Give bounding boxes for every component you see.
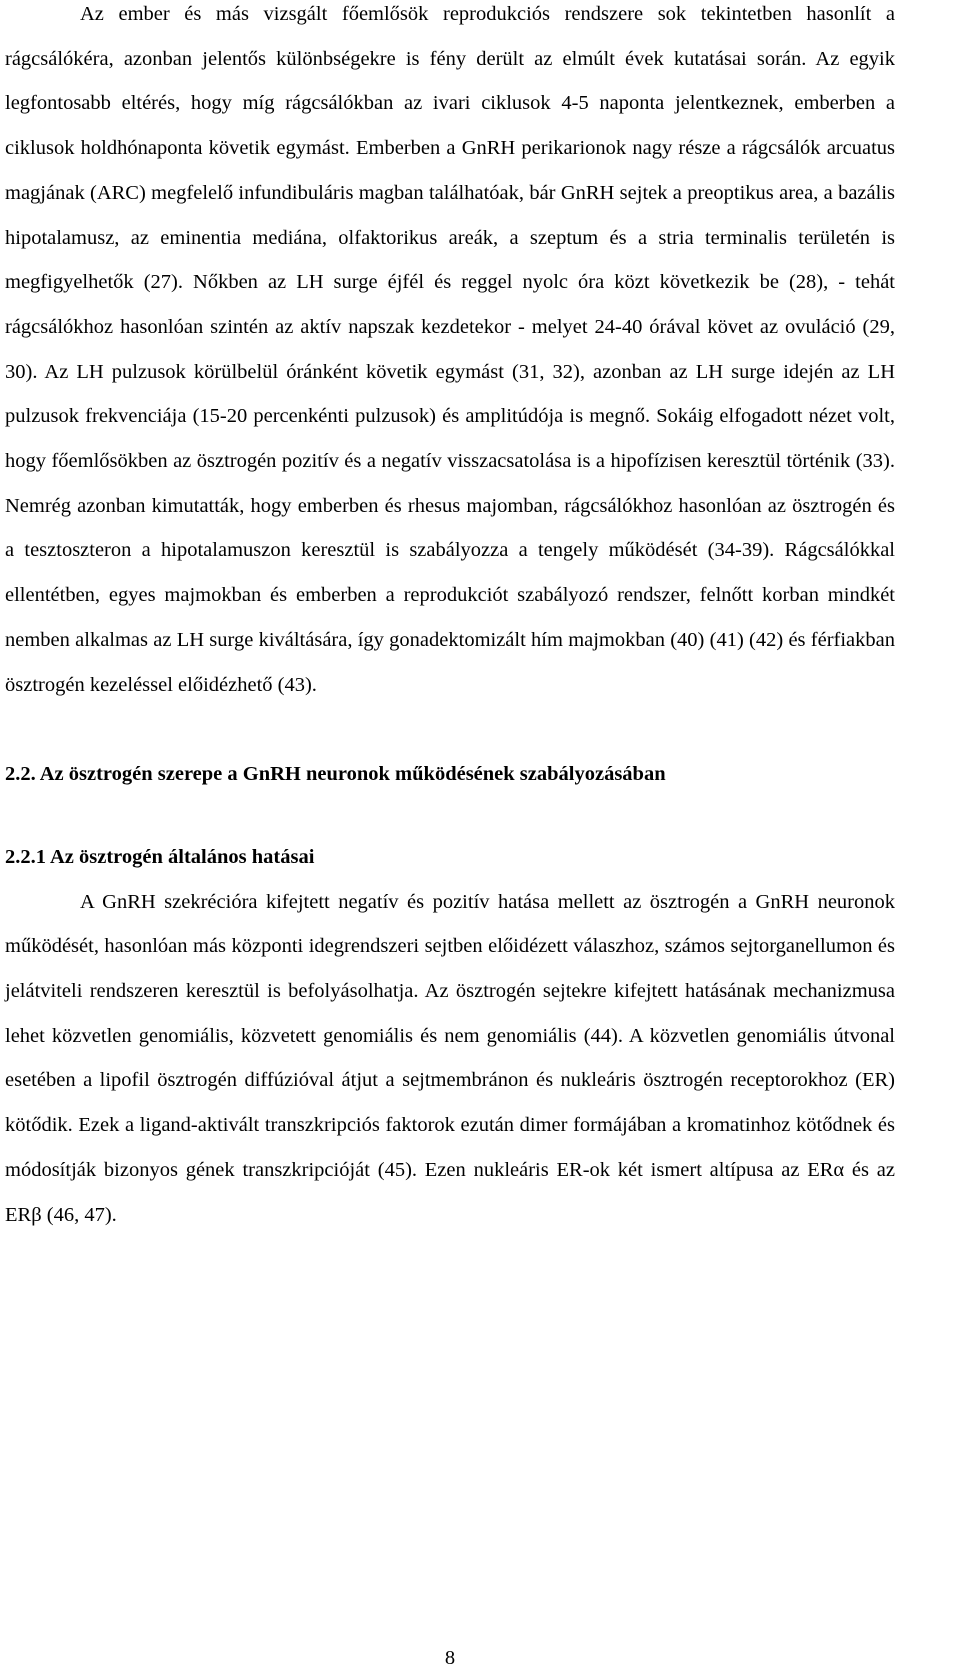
document-page <box>5 0 895 1237</box>
section-heading: 2.2. Az ösztrogén szerepe a GnRH neuronok működésének szabályozásában <box>5 763 666 786</box>
body-paragraph: Az ember és más vizsgált főemlősök reprodukciós rendszere sok tekintetben hasonlít a rágcsálókéra, azonban jelentős különbségekre is fény derült az elmúlt évek kutatásai során. Az egyik legfontosabb eltérés, hogy míg rágcsálókban az ivari ciklusok 4-5 naponta jelentkeznek, emberben a ciklusok holdhónaponta követik egymást. Emberben a GnRH perikarionok nagy része a rágcsálók arcuatus magjának (ARC) megfelelő infundibuláris magban találhatóak, bár GnRH sejtek a preoptikus area, a bazális hipotalamusz, az eminentia mediána, olfaktorikus areák, a szeptum és a stria terminalis területén is megfigyelhetők (27). Nőkben az LH surge éjfél és reggel nyolc óra közt következik be (28), - tehát rágcsálókhoz hasonlóan szintén az aktív napszak kezdetekor - melyet 24-40 órával követ az ovuláció (29, 30). Az LH pulzusok körülbelül óránként követik egymást (31, 32), azonban az LH surge idején az LH pulzusok frekvenciája (15-20 percenkénti pulzusok) és amplitúdója is megnő. Sokáig elfogadott nézet volt, hogy főemlősökben az ösztrogén pozitív és a negatív visszacsatolása is a hipofízisen keresztül történik (33). Nemrég azonban kimutatták, hogy emberben és rhesus majomban, rágcsálókhoz hasonlóan az ösztrogén és a tesztoszteron a hipotalamuszon keresztül is szabályozza a tengely működését (34-39). Rágcsálókkal ellentétben, egyes majmokban és emberben a reprodukciót szabályozó rendszer, felnőtt korban mindkét nemben alkalmas az LH surge kiváltására, így gonadektomizált hím majmokban (40) (41) (42) és férfiakban ösztrogén kezeléssel előidézhető (43). <box>5 3 895 696</box>
subsection-heading: 2.2.1 Az ösztrogén általános hatásai <box>5 845 315 868</box>
page-number: 8 <box>444 1647 456 1669</box>
body-paragraph: A GnRH szekrécióra kifejtett negatív és pozitív hatása mellett az ösztrogén a GnRH neuronok működését, hasonlóan más központi idegrendszeri sejtben előidézett válaszhoz, számos sejtorganellumon és jelátviteli rendszeren keresztül is befolyásolhatja. Az ösztrogén sejtekre kifejtett hatásának mechanizmusa lehet közvetlen genomiális, közvetett genomiális és nem genomiális (44). A közvetlen genomiális útvonal esetében a lipofil ösztrogén diffúzióval átjut a sejtmembránon és nukleáris ösztrogén receptorokhoz (ER) kötődik. Ezek a ligand-aktivált transzkripciós faktorok ezután dimer formájában a kromatinhoz kötődnek és módosítják bizonyos gének transzkripcióját (45). Ezen nukleáris ER-ok két ismert altípusa az ERα és az ERβ (46, 47). <box>5 890 895 1226</box>
